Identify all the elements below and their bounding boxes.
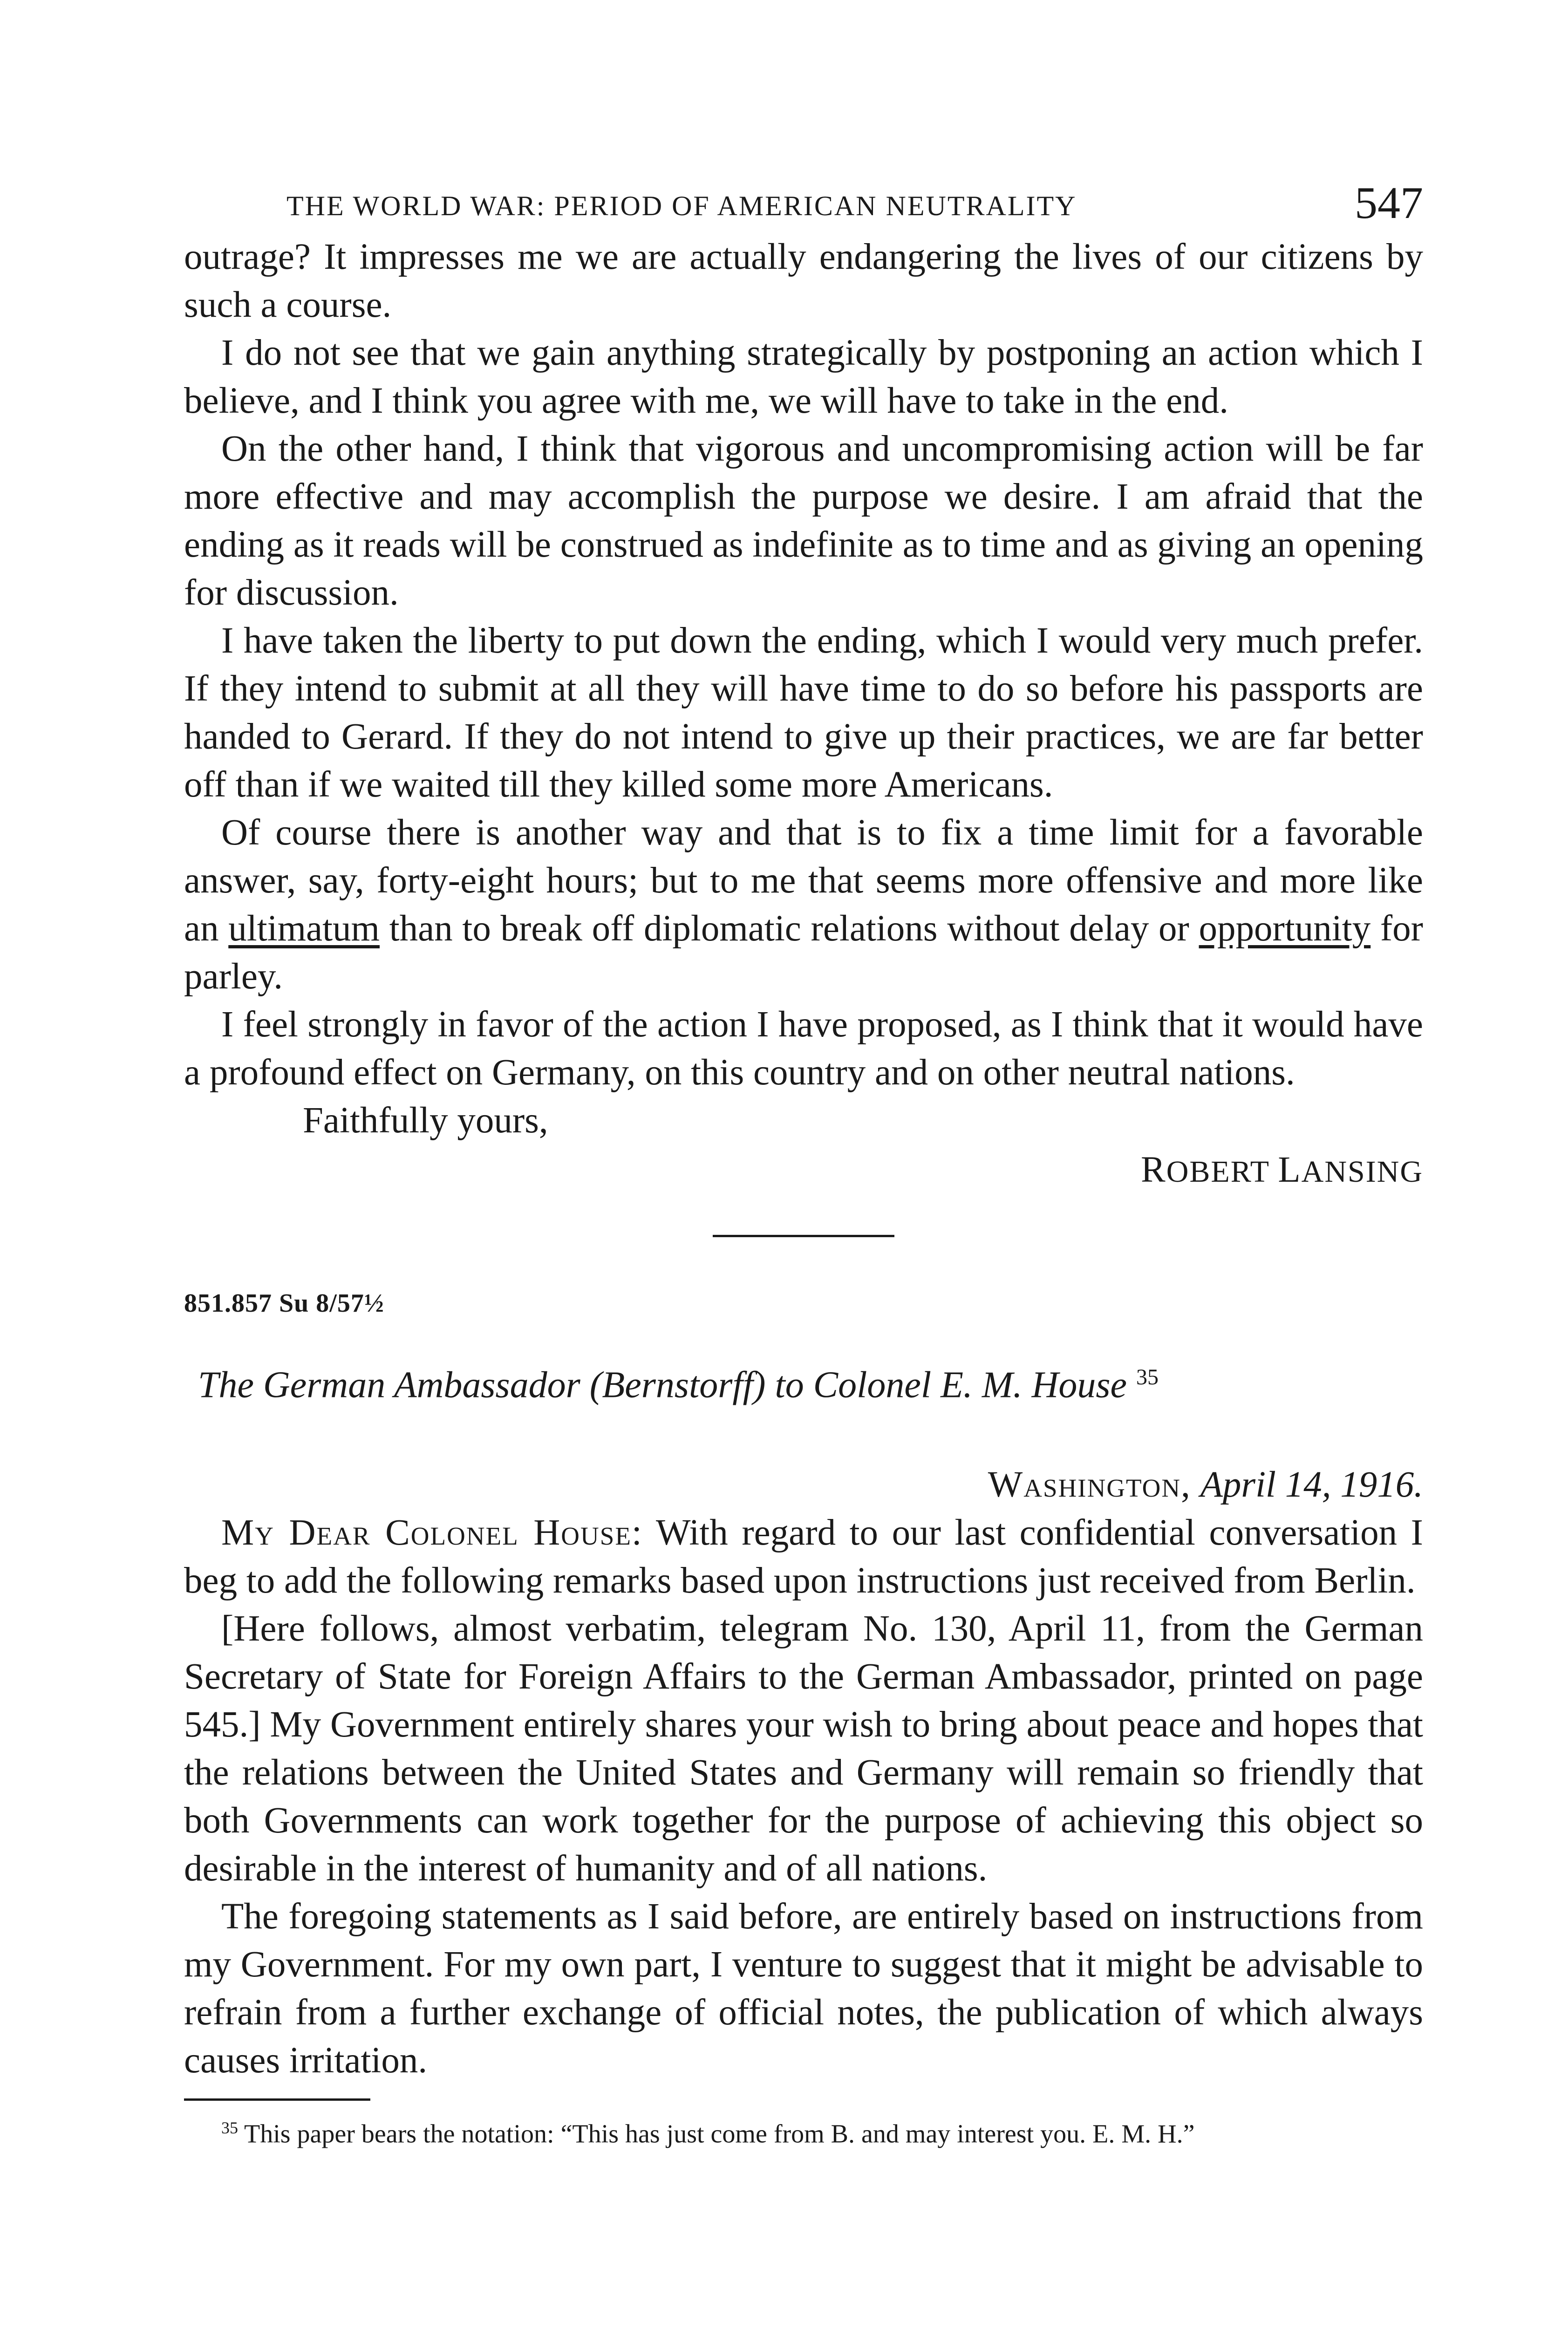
signature-initial: L — [1278, 1150, 1302, 1190]
running-header — [184, 177, 1423, 233]
paragraph: [Here follows, almost verbatim, telegram No. 130, April 11, from the German Secretary of State for Foreign Affairs to the German Ambassador, printed on page 545.] My Government entirely shares your wish to bring about peace and hopes that the relations between the United States and Germany will remain so friendly that both Governments can work together for the purpose of achieving this object so desirable in the interest of humanity and of all nations. — [184, 1608, 1423, 1889]
paragraph: I do not see that we gain anything strategically by postponing an action which I believe, and I think you agree with me, we will have to take in the end. — [184, 333, 1423, 421]
paragraph-text: With regard to our last confidential conversation I beg to add the following remarks based upon instructions just received from Berlin. — [184, 1512, 1423, 1601]
running-title: THE WORLD WAR: PERIOD OF AMERICAN NEUTRALITY — [286, 191, 1077, 221]
section-divider — [713, 1235, 894, 1237]
dateline — [184, 1461, 1423, 1509]
footnote-text: This paper bears the notation: “This has just come from B. and may interest you. E. M. H.” — [244, 2119, 1195, 2149]
underlined-word: ultimatum — [228, 908, 380, 949]
letter-body — [184, 233, 1423, 1096]
document-heading-text: The German Ambassador (Bernstorff) to Colonel E. M. House — [198, 1364, 1127, 1406]
file-number: 851.857 Su 8/57½ — [184, 1289, 384, 1318]
signature-text: ANSING — [1301, 1155, 1423, 1189]
footnote-reference: 35 — [1136, 1365, 1159, 1389]
closing: Faithfully yours, — [303, 1100, 548, 1141]
dateline-place: Washington, — [988, 1464, 1191, 1505]
paragraph: The foregoing statements as I said before, are entirely based on instructions from my Government. For my own part, I venture to suggest that it might be advisable to refrain from a further exchange of official notes, the publication of which always causes irritation. — [184, 1896, 1423, 2081]
paragraph: On the other hand, I think that vigorous and uncompromising action will be far more effective and may accomplish the purpose we desire. I am afraid that the ending as it reads will be construed as indefinite as to time and as giving an opening for discussion. — [184, 429, 1423, 613]
paragraph-text: Of course there is another way and that is to fix a time limit for a favorable answer, say, forty-eight hours; but to me that seems more offensive and more like an — [184, 812, 1423, 949]
paragraph: I have taken the liberty to put down the ending, which I would very much prefer. If they intend to submit at all they will have time to do so before his passports are handed to Gerard. If they do not intend to give up their practices, we are far better off than if we waited till they killed some more Americans. — [184, 620, 1423, 805]
page — [184, 177, 1423, 2149]
signature-text: OBERT — [1166, 1155, 1278, 1189]
paragraph — [184, 809, 1423, 1001]
signature-initial: R — [1141, 1150, 1166, 1190]
paragraph-text: than to break off diplomatic relations without delay or — [380, 908, 1199, 949]
footnote-divider — [184, 2098, 370, 2101]
document-heading — [198, 1353, 1423, 1410]
underlined-word: opportunity — [1199, 908, 1371, 949]
paragraph — [184, 1509, 1423, 1605]
footnote — [184, 2112, 1423, 2150]
paragraph: outrage? It impresses me we are actually endangering the lives of our citizens by such a course. — [184, 237, 1423, 325]
paragraph-text: for parley. — [184, 908, 1423, 997]
letter2-body — [184, 1509, 1423, 2084]
dateline-date: April 14, 1916. — [1200, 1464, 1423, 1505]
page-number: 547 — [1355, 178, 1423, 228]
salutation: My Dear Colonel House: — [221, 1512, 643, 1553]
paragraph: I feel strongly in favor of the action I have proposed, as I think that it would have a profound effect on Germany, on this country and on other neutral nations. — [184, 1004, 1423, 1093]
signature — [184, 1144, 1423, 1198]
footnote-marker: 35 — [221, 2118, 238, 2137]
